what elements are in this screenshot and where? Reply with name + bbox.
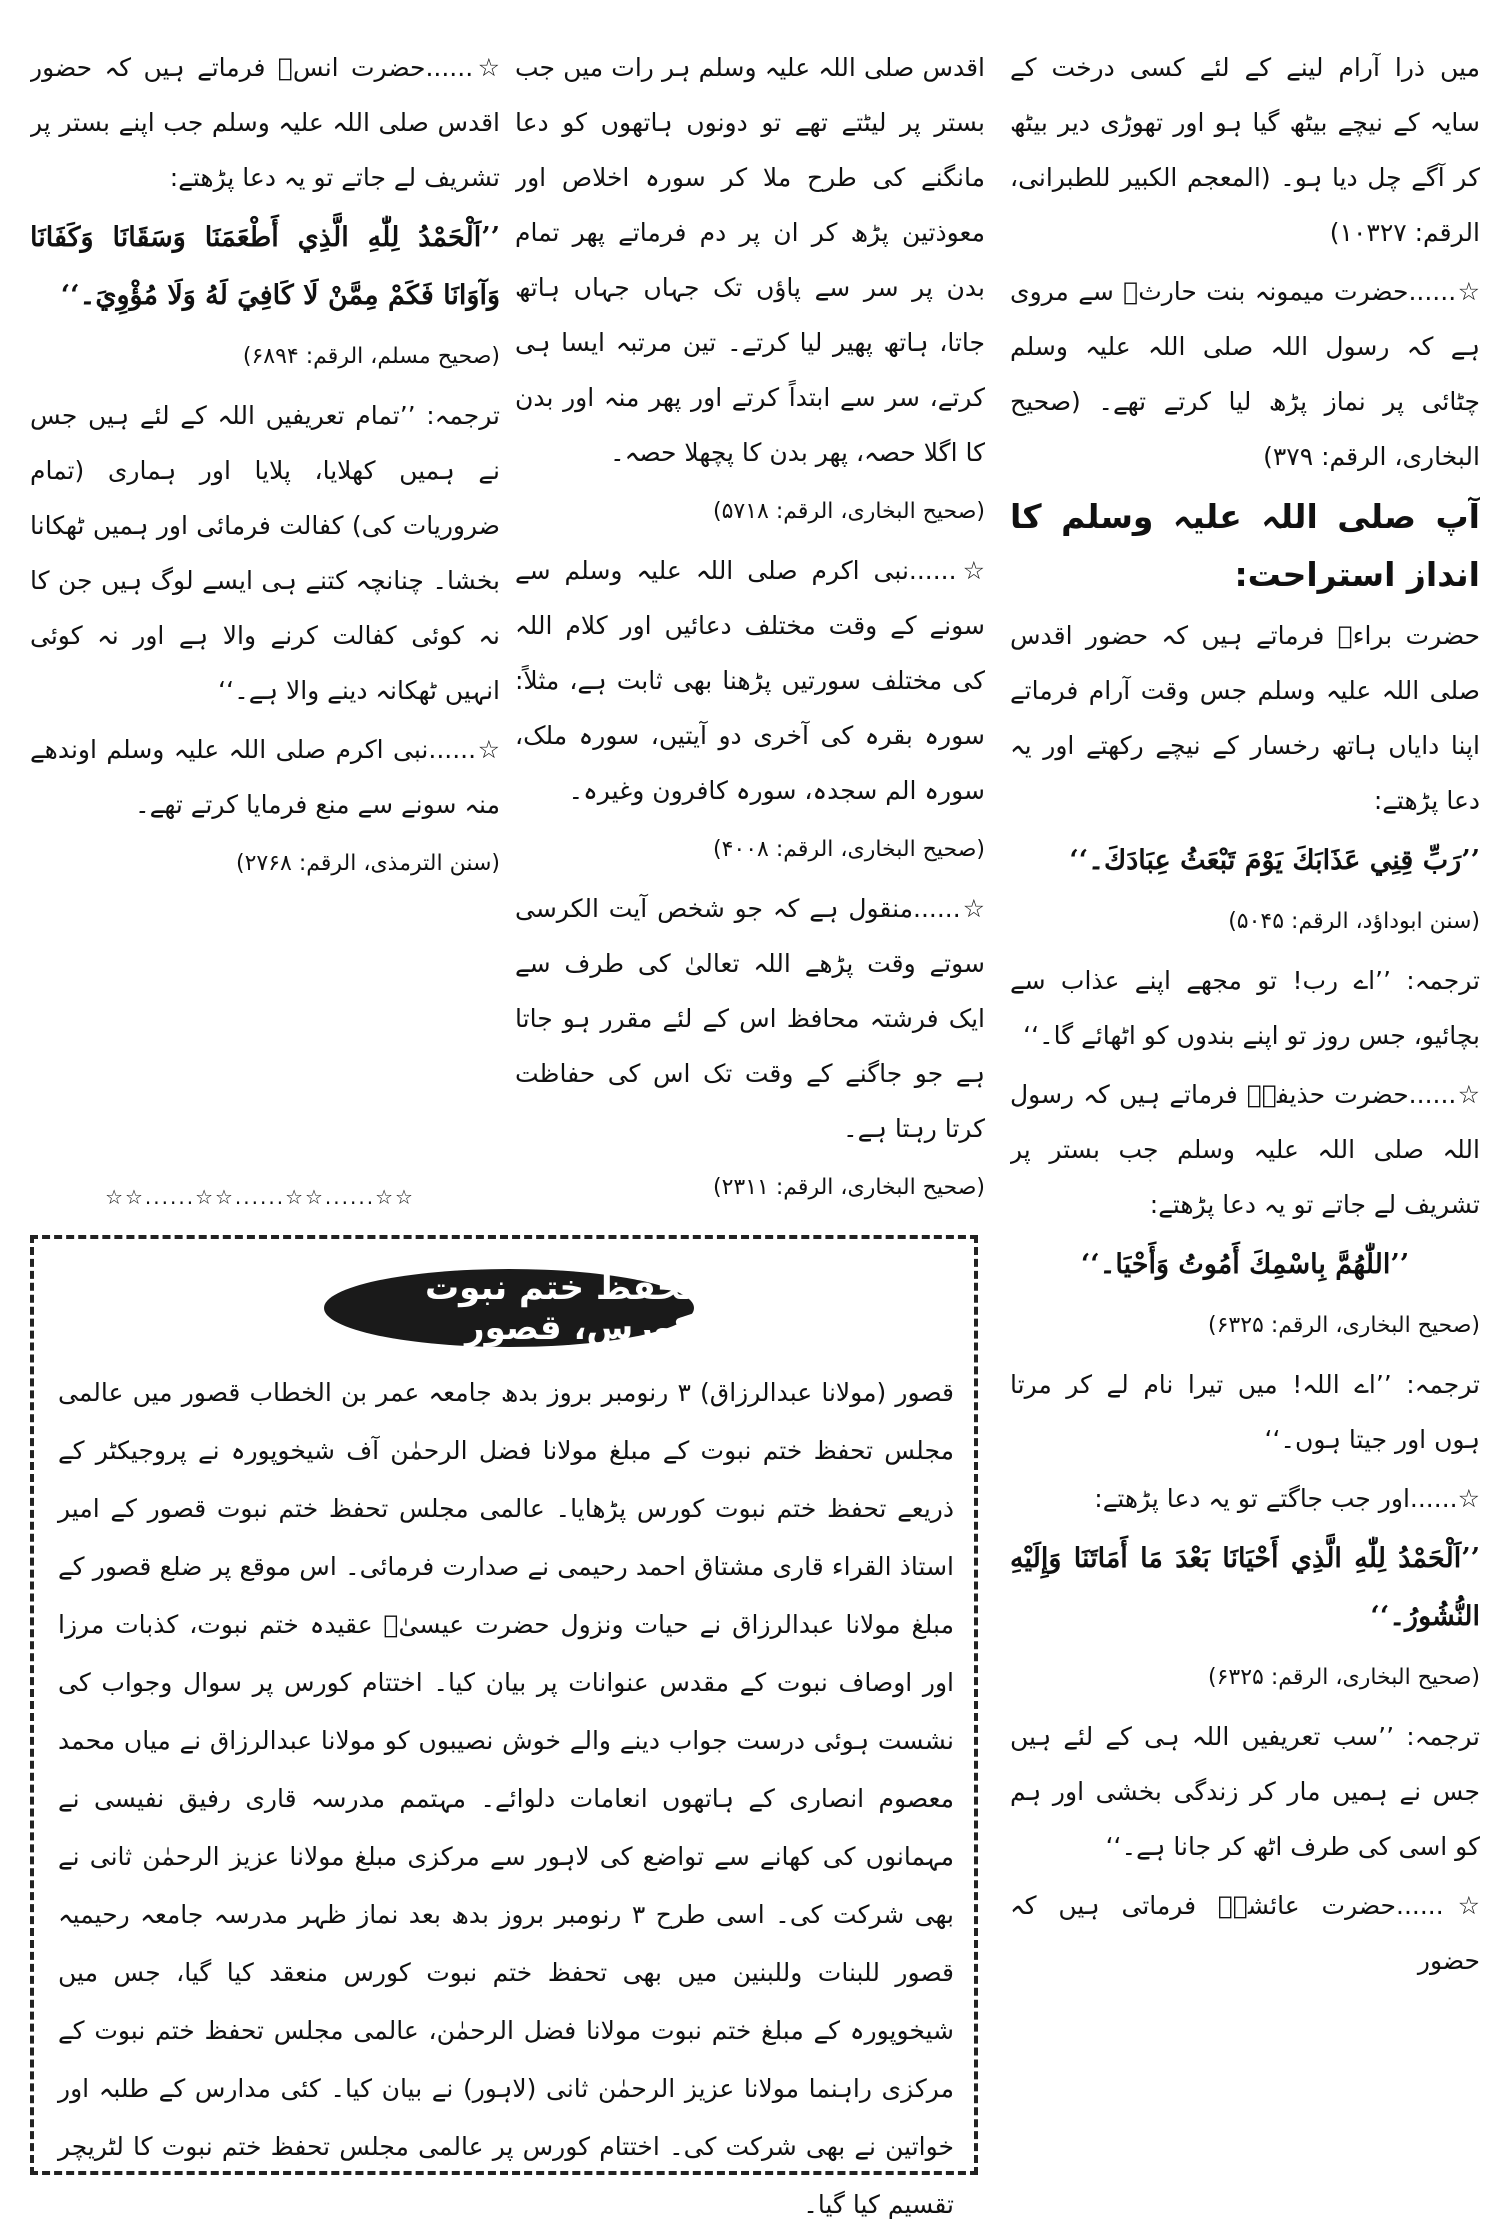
news-box-body: قصور (مولانا عبدالرزاق) ۳ رنومبر بروز بدھ جامعہ عمر بن الخطاب قصور میں عالمی مجلس تحفظ ختم نبوت کے مبلغ مولانا فضل الرحمٰن آف شیخوپورہ نے پروجیکٹر کے ذریعے تحفظ ختم نبوت کورس پڑھایا۔ عالمی مجلس تحفظ ختم نبوت قصور کے امیر استاذ القراء قاری مشتاق احمد رحیمی نے صدارت فرمائی۔ اس موقع پر ضلع قصور کے مبلغ مولانا عبدالرزاق نے حیات ونزول حضرت عیسیٰؑ عقیدہ ختم نبوت، کذبات مرزا اور اوصاف نبوت کے مقدس عنوانات پر بیان کیا۔ اختتام کورس پر سوال وجواب کی نشست ہوئی درست جواب دینے والے خوش نصیبوں کو مولانا عبدالرزاق نے میاں محمد معصوم انصاری کے ہاتھوں انعامات دلوائے۔ مہتمم مدرسہ قاری رفیق نفیسی نے مہمانوں کی کھانے سے تواضع کی لاہور سے مرکزی مبلغ مولانا عزیز الرحمٰن ثانی نے بھی شرکت کی۔ اسی طرح ۳ رنومبر بروز بدھ بعد نماز ظہر مدرسہ جامعہ رحیمیہ قصور للبنات وللبنین میں بھی تحفظ ختم نبوت کورس منعقد کیا گیا، جس میں شیخوپورہ کے مبلغ ختم نبوت مولانا فضل الرحمٰن، عالمی مجلس تحفظ ختم نبوت کے مرکزی راہنما مولانا عزیز الرحمٰن ثانی (لاہور) نے بیان کیا۔ کئی مدارس کے طلبہ اور خواتین نے بھی شرکت کی۔ اختتام کورس پر عالمی مجلس تحفظ ختم نبوت کا لٹریچر تقسیم کیا گیا۔	[58, 1378, 954, 2219]
right-para-5: ☆......اور جب جاگتے تو یہ دعا پڑھتے:	[1094, 1484, 1480, 1513]
right-para-2: ☆......حضرت میمونہ بنت حارثؓ سے مروی ہے کہ رسول اللہ صلی اللہ علیہ وسلم چٹائی پر نماز پڑھ لیا کرتے تھے۔ (صحیح البخاری، الرقم: ۳۷۹)	[1010, 277, 1480, 471]
news-box-title: تحفظ ختم نبوت کورس، قصور	[324, 1269, 694, 1347]
right-para-1: میں ذرا آرام لینے کے لئے کسی درخت کے سایہ کے نیچے بیٹھ گیا ہو اور تھوڑی دیر بیٹھ کر آگے چل دیا ہو۔ (المعجم الکبیر للطبرانی، الرقم: ۱۰۳۲۷)	[1010, 53, 1480, 247]
middle-reference-2: (صحیح البخاری، الرقم: ۴۰۰۸)	[713, 837, 985, 862]
news-box	[30, 1235, 978, 2219]
left-translation-1: ترجمہ: ’’تمام تعریفیں اللہ کے لئے ہیں جس نے ہمیں کھلایا، پلایا اور ہماری (تمام ضروریات کی) کفالت فرمائی اور ہمیں ٹھکانا بخشا۔ چنانچہ کتنے ہی ایسے لوگ ہیں جن کا نہ کوئی کفالت کرنے والا ہے اور نہ کوئی انہیں ٹھکانہ دینے والا ہے۔‘‘	[30, 401, 500, 705]
left-para-2: ☆......نبی اکرم صلی اللہ علیہ وسلم اوندھے منہ سونے سے منع فرمایا کرتے تھے۔	[30, 735, 500, 819]
right-column	[1010, 40, 1480, 2190]
reference-1: (سنن ابوداؤد، الرقم: ۵۰۴۵)	[1228, 909, 1480, 934]
right-para-6: ☆......حضرت عائشہؓ فرماتی ہیں کہ حضور	[1010, 1891, 1480, 1975]
dua-1: ’’رَبِّ قِنِي عَذَابَكَ يَوْمَ تَبْعَثُ عِبَادَكَ۔‘‘	[1069, 845, 1480, 876]
translation-2: ترجمہ: ’’اے اللہ! میں تیرا نام لے کر مرتا ہوں اور جیتا ہوں۔‘‘	[1010, 1370, 1480, 1454]
middle-para-3: ☆......منقول ہے کہ جو شخص آیت الکرسی سوتے وقت پڑھے اللہ تعالیٰ کی طرف سے ایک فرشتہ محافظ اس کے لئے مقرر ہو جاتا ہے جو جاگنے کے وقت تک اس کی حفاظت کرتا رہتا ہے۔	[515, 894, 985, 1143]
star-separator: ☆☆......☆☆......☆☆......☆☆	[105, 1185, 415, 1209]
dua-2: ’’اللّٰهُمَّ بِاسْمِكَ أَمُوتُ وَأَحْيَا۔‘‘	[1080, 1249, 1410, 1280]
dua-3: ’’اَلْحَمْدُ لِلّٰهِ الَّذِي أَحْيَانَا بَعْدَ مَا أَمَاتَنَا وَإِلَيْهِ النُّشُورُ۔‘‘	[1010, 1543, 1480, 1632]
translation-3: ترجمہ: ’’سب تعریفیں اللہ ہی کے لئے ہیں جس نے ہمیں مار کر زندگی بخشی اور ہم کو اسی کی طرف اٹھ کر جانا ہے۔‘‘	[1010, 1722, 1480, 1861]
middle-reference-1: (صحیح البخاری، الرقم: ۵۷۱۸)	[713, 499, 985, 524]
middle-para-2: ☆......نبی اکرم صلی اللہ علیہ وسلم سے سونے کے وقت مختلف دعائیں اور کلام اللہ کی مختلف سورتیں پڑھنا بھی ثابت ہے، مثلاً: سورہ بقرہ کی آخری دو آیتیں، سورہ ملک، سورہ الم سجدہ، سورہ کافرون وغیرہ۔	[515, 556, 985, 805]
right-para-4: ☆......حضرت حذیفہؓ فرماتے ہیں کہ رسول اللہ صلی اللہ علیہ وسلم جب بستر پر تشریف لے جاتے تو یہ دعا پڑھتے:	[1010, 1080, 1480, 1219]
left-dua-1: ’’اَلْحَمْدُ لِلّٰهِ الَّذِي أَطْعَمَنَا وَسَقَانَا وَكَفَانَا وَآوَانَا فَكَمْ مِمَّنْ لَا كَافِيَ لَهُ وَلَا مُؤْوِيَ۔‘‘	[30, 222, 500, 311]
left-para-1: ☆......حضرت انسؓ فرماتے ہیں کہ حضور اقدس صلی اللہ علیہ وسلم جب اپنے بستر پر تشریف لے جاتے تو یہ دعا پڑھتے:	[30, 53, 500, 192]
left-reference-1: (صحیح مسلم، الرقم: ۶۸۹۴)	[242, 344, 500, 369]
reference-2: (صحیح البخاری، الرقم: ۶۳۲۵)	[1208, 1313, 1480, 1338]
left-column	[30, 40, 500, 1215]
middle-column	[515, 40, 985, 1215]
left-reference-2: (سنن الترمذی، الرقم: ۲۷۶۸)	[235, 851, 500, 876]
right-para-3: حضرت براءؓ فرماتے ہیں کہ حضور اقدس صلی اللہ علیہ وسلم جس وقت آرام فرماتے اپنا دایاں ہاتھ رخسار کے نیچے رکھتے اور یہ دعا پڑھتے:	[1010, 621, 1480, 815]
section-heading: آپ صلی اللہ علیہ وسلم کا انداز استراحت:	[1010, 497, 1480, 594]
middle-reference-3: (صحیح البخاری، الرقم: ۲۳۱۱)	[713, 1175, 985, 1200]
translation-1: ترجمہ: ’’اے رب! تو مجھے اپنے عذاب سے بچائیو، جس روز تو اپنے بندوں کو اٹھائے گا۔‘‘	[1010, 966, 1480, 1050]
middle-para-1: اقدس صلی اللہ علیہ وسلم ہر رات میں جب بستر پر لیٹتے تھے تو دونوں ہاتھوں کو دعا مانگنے کی طرح ملا کر سورہ اخلاص اور معوذتین پڑھ کر ان پر دم فرماتے پھر تمام بدن پر سر سے پاؤں تک جہاں جہاں ہاتھ جاتا، ہاتھ پھیر لیا کرتے۔ تین مرتبہ ایسا ہی کرتے، سر سے ابتداً کرتے اور پھر منہ اور بدن کا اگلا حصہ، پھر بدن کا پچھلا حصہ۔	[515, 53, 985, 467]
reference-3: (صحیح البخاری، الرقم: ۶۳۲۵)	[1208, 1665, 1480, 1690]
